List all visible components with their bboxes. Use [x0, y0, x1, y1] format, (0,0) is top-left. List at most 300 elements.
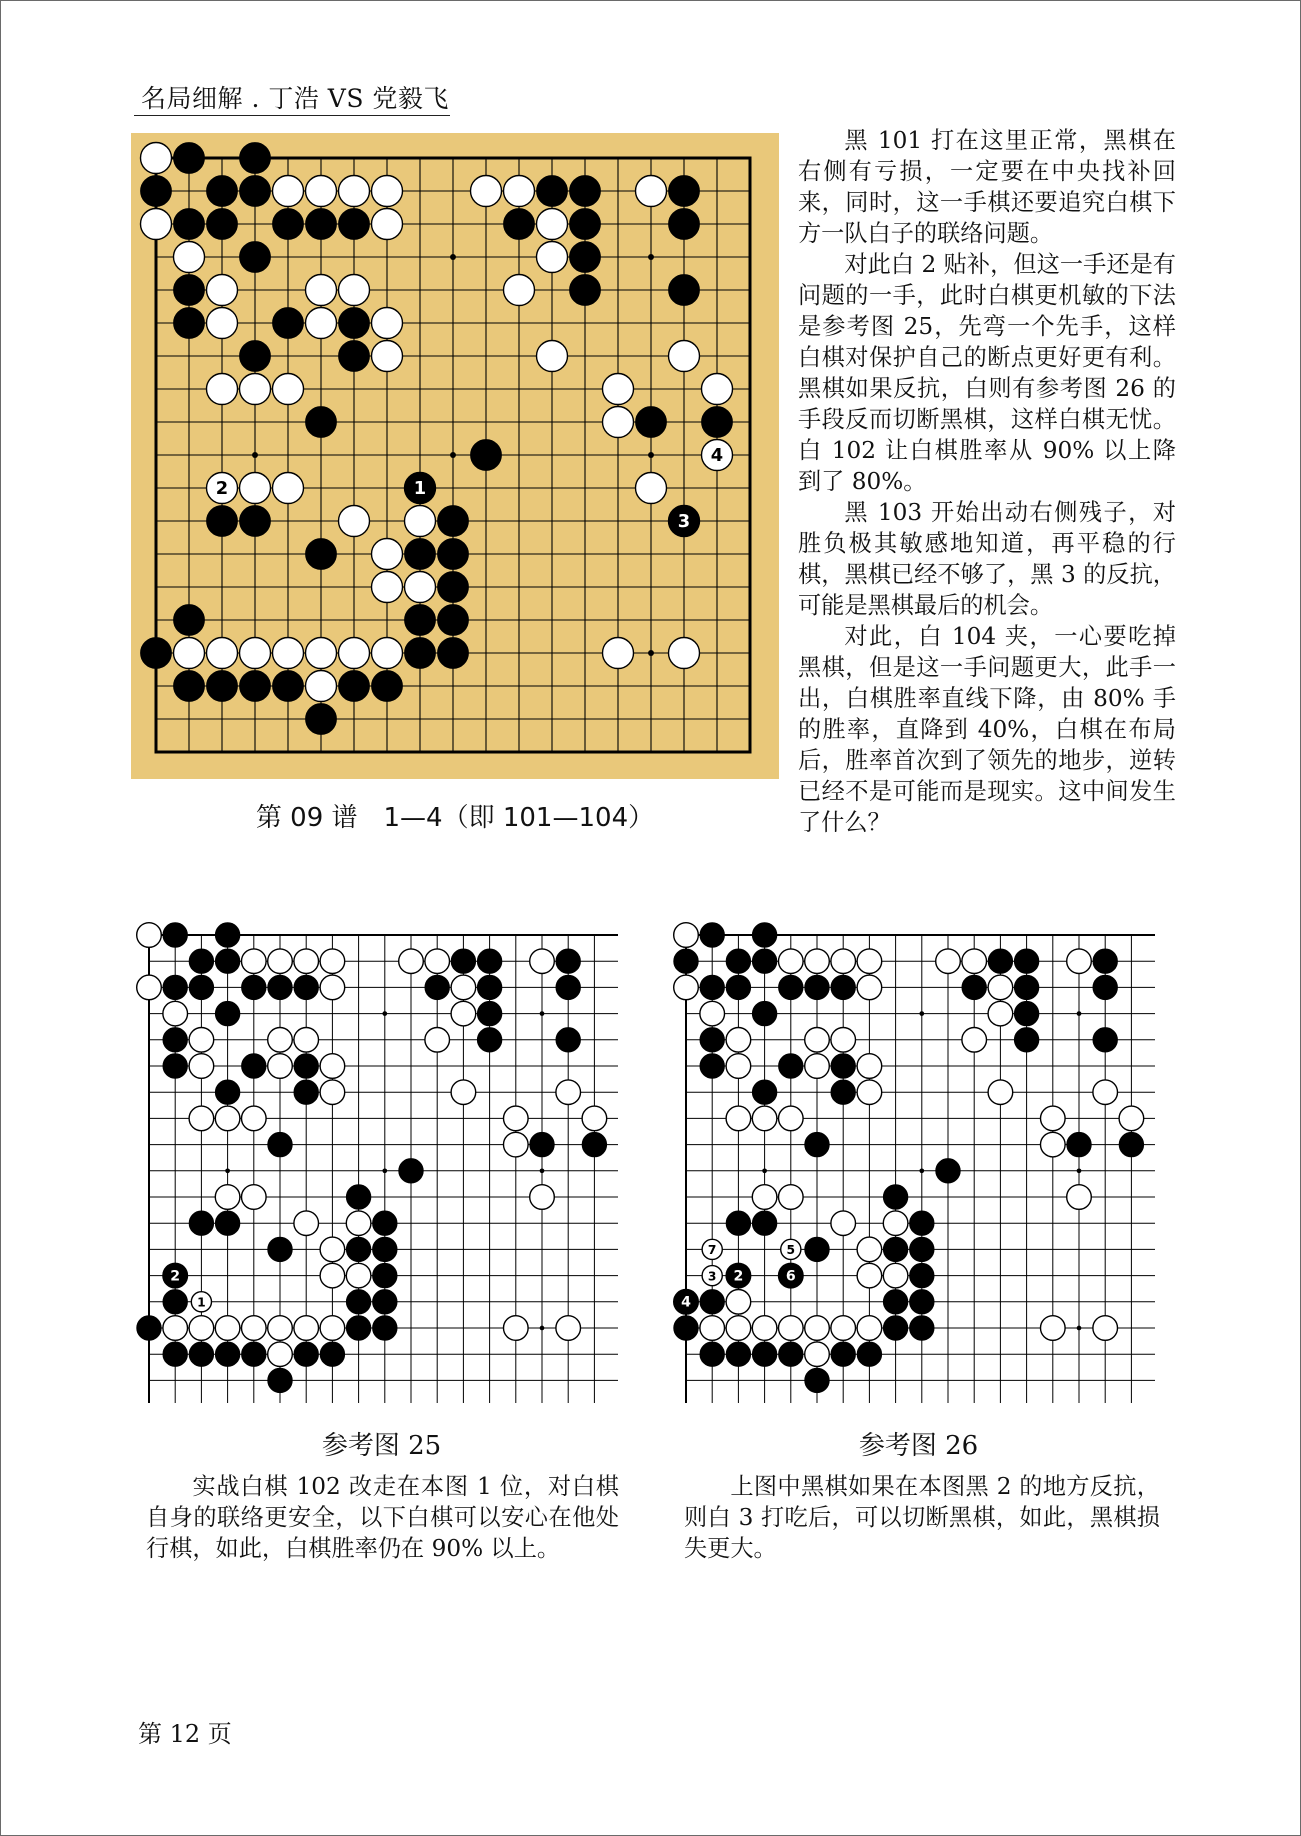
black-stone — [405, 605, 436, 636]
star-point — [648, 452, 654, 458]
black-stone — [857, 1342, 882, 1367]
star-point — [225, 1168, 230, 1173]
black-stone — [779, 975, 804, 1000]
black-stone — [189, 975, 214, 1000]
white-stone — [962, 949, 987, 974]
black-stone — [215, 1080, 240, 1105]
white-stone — [372, 176, 403, 207]
black-stone — [883, 1316, 908, 1341]
white-stone — [273, 176, 304, 207]
white-stone — [339, 638, 370, 669]
star-point — [1077, 1168, 1082, 1173]
star-point — [919, 1011, 924, 1016]
black-stone — [530, 1132, 555, 1157]
white-stone — [603, 407, 634, 438]
white-stone — [189, 1054, 214, 1079]
black-stone — [215, 923, 240, 948]
white-stone — [883, 1263, 908, 1288]
black-stone — [700, 1028, 725, 1053]
white-stone — [306, 308, 337, 339]
white-stone — [215, 1316, 240, 1341]
black-stone — [320, 1342, 345, 1367]
white-stone — [372, 308, 403, 339]
white-stone — [405, 506, 436, 537]
white-stone — [320, 1080, 345, 1105]
reference-25-paragraph: 实战白棋 102 改走在本图 1 位，对白棋自身的联络更安全，以下白棋可以安心在他处行棋，如此，白棋胜率仍在 90% 以上。 — [146, 1473, 619, 1562]
black-stone — [636, 407, 667, 438]
black-stone — [674, 1316, 699, 1341]
black-stone — [700, 1290, 725, 1315]
white-stone — [346, 1263, 371, 1288]
black-stone — [215, 1001, 240, 1026]
black-stone — [477, 975, 502, 1000]
black-stone — [752, 1080, 777, 1105]
black-stone — [831, 1342, 856, 1367]
stone-number-label: 4 — [681, 1294, 691, 1311]
black-stone — [556, 975, 581, 1000]
white-stone — [405, 572, 436, 603]
black-stone — [174, 308, 205, 339]
black-stone — [1093, 949, 1118, 974]
reference-25-text — [146, 1471, 619, 1564]
black-stone — [399, 1159, 424, 1184]
black-stone — [306, 539, 337, 570]
black-stone — [438, 605, 469, 636]
white-stone — [700, 1001, 725, 1026]
star-point — [648, 650, 654, 656]
white-stone — [339, 506, 370, 537]
black-stone — [373, 1316, 398, 1341]
black-stone — [831, 1080, 856, 1105]
white-stone — [372, 638, 403, 669]
white-stone — [537, 242, 568, 273]
black-stone — [700, 1342, 725, 1367]
black-stone — [268, 1368, 293, 1393]
black-stone — [242, 1342, 267, 1367]
white-stone — [504, 275, 535, 306]
white-stone — [1041, 1106, 1066, 1131]
white-stone — [1093, 1316, 1118, 1341]
black-stone — [1067, 1132, 1092, 1157]
white-stone — [857, 1263, 882, 1288]
black-stone — [240, 671, 271, 702]
black-stone — [373, 1263, 398, 1288]
star-point — [540, 1168, 545, 1173]
black-stone — [674, 949, 699, 974]
black-stone — [883, 1237, 908, 1262]
black-stone — [438, 506, 469, 537]
white-stone — [805, 949, 830, 974]
white-stone — [1067, 1185, 1092, 1210]
white-stone — [831, 1028, 856, 1053]
black-stone — [207, 506, 238, 537]
white-stone — [504, 1132, 529, 1157]
white-stone — [504, 176, 535, 207]
stone-number-label: 2 — [215, 477, 229, 499]
black-stone — [451, 949, 476, 974]
white-stone — [294, 1211, 319, 1236]
white-stone — [504, 1316, 529, 1341]
white-stone — [320, 1237, 345, 1262]
black-stone — [268, 1237, 293, 1262]
white-stone — [268, 1342, 293, 1367]
black-stone — [805, 1237, 830, 1262]
black-stone — [700, 1054, 725, 1079]
white-stone — [726, 1028, 751, 1053]
black-stone — [537, 176, 568, 207]
white-stone — [306, 671, 337, 702]
black-stone — [294, 1054, 319, 1079]
white-stone — [988, 975, 1013, 1000]
white-stone — [669, 341, 700, 372]
white-stone — [207, 308, 238, 339]
white-stone — [857, 1237, 882, 1262]
black-stone — [242, 975, 267, 1000]
black-stone — [669, 275, 700, 306]
white-stone — [471, 176, 502, 207]
black-stone — [273, 209, 304, 240]
white-stone — [242, 949, 267, 974]
black-stone — [163, 975, 188, 1000]
white-stone — [530, 949, 555, 974]
stone-number-label: 2 — [170, 1268, 181, 1285]
black-stone — [582, 1132, 607, 1157]
white-stone — [137, 975, 162, 1000]
star-point — [540, 1326, 545, 1331]
black-stone — [477, 949, 502, 974]
black-stone — [240, 176, 271, 207]
white-stone — [805, 1316, 830, 1341]
black-stone — [910, 1290, 935, 1315]
black-stone — [240, 143, 271, 174]
black-stone — [174, 605, 205, 636]
star-point — [919, 1168, 924, 1173]
commentary-paragraph: 对此，白 104 夹，一心要吃掉黑棋，但是这一手问题更大，此手一出，白棋胜率直线下降，由 80% 手的胜率，直降到 40%，白棋在布局后，胜率首次到了领先的地步，逆转已经不是可能而是现实。这中间发生了什么？ — [798, 623, 1176, 836]
reference-board-25 — [133, 921, 618, 1403]
black-stone — [752, 1342, 777, 1367]
black-stone — [242, 1054, 267, 1079]
white-stone — [294, 1316, 319, 1341]
white-stone — [372, 539, 403, 570]
black-stone — [163, 1290, 188, 1315]
black-stone — [438, 638, 469, 669]
white-stone — [857, 1080, 882, 1105]
black-stone — [669, 209, 700, 240]
black-stone — [805, 975, 830, 1000]
black-stone — [189, 1211, 214, 1236]
star-point — [762, 1168, 767, 1173]
white-stone — [137, 923, 162, 948]
white-stone — [207, 374, 238, 405]
black-stone — [373, 1211, 398, 1236]
black-stone — [207, 176, 238, 207]
white-stone — [674, 923, 699, 948]
main-diagram-caption: 第 09 谱 1—4（即 101—104） — [255, 803, 655, 833]
black-stone — [240, 506, 271, 537]
black-stone — [1014, 1028, 1039, 1053]
white-stone — [372, 209, 403, 240]
commentary-text — [798, 125, 1176, 838]
white-stone — [603, 638, 634, 669]
white-stone — [779, 949, 804, 974]
black-stone — [752, 1211, 777, 1236]
white-stone — [242, 1185, 267, 1210]
white-stone — [320, 949, 345, 974]
white-stone — [1041, 1132, 1066, 1157]
white-stone — [372, 341, 403, 372]
star-point — [252, 452, 258, 458]
white-stone — [530, 1185, 555, 1210]
reference-26-caption: 参考图 26 — [858, 1431, 979, 1461]
white-stone — [752, 1106, 777, 1131]
black-stone — [141, 638, 172, 669]
main-go-board — [131, 133, 779, 779]
reference-26-paragraph: 上图中黑棋如果在本图黑 2 的地方反抗，则白 3 打吃后，可以切断黑棋，如此，黑棋损失更大。 — [684, 1473, 1160, 1562]
white-stone — [141, 209, 172, 240]
white-stone — [320, 1054, 345, 1079]
white-stone — [857, 949, 882, 974]
white-stone — [240, 638, 271, 669]
white-stone — [1041, 1316, 1066, 1341]
black-stone — [339, 308, 370, 339]
white-stone — [451, 975, 476, 1000]
star-point — [450, 254, 456, 260]
black-stone — [726, 1211, 751, 1236]
black-stone — [805, 1132, 830, 1157]
white-stone — [346, 1211, 371, 1236]
white-stone — [273, 638, 304, 669]
white-stone — [215, 1185, 240, 1210]
white-stone — [805, 1054, 830, 1079]
black-stone — [779, 1054, 804, 1079]
white-stone — [320, 1263, 345, 1288]
white-stone — [1067, 949, 1092, 974]
black-stone — [163, 1342, 188, 1367]
white-stone — [189, 1316, 214, 1341]
black-stone — [425, 975, 450, 1000]
white-stone — [805, 1028, 830, 1053]
black-stone — [306, 209, 337, 240]
white-stone — [268, 1316, 293, 1341]
black-stone — [477, 1001, 502, 1026]
black-stone — [174, 143, 205, 174]
white-stone — [1093, 1080, 1118, 1105]
white-stone — [726, 1106, 751, 1131]
black-stone — [339, 671, 370, 702]
white-stone — [174, 242, 205, 273]
white-stone — [242, 1106, 267, 1131]
star-point — [648, 254, 654, 260]
black-stone — [174, 209, 205, 240]
black-stone — [570, 275, 601, 306]
white-stone — [306, 638, 337, 669]
white-stone — [294, 949, 319, 974]
black-stone — [1014, 949, 1039, 974]
black-stone — [700, 923, 725, 948]
white-stone — [399, 949, 424, 974]
black-stone — [137, 1316, 162, 1341]
white-stone — [451, 1080, 476, 1105]
black-stone — [504, 209, 535, 240]
reference-board-26 — [670, 921, 1155, 1403]
black-stone — [570, 242, 601, 273]
black-stone — [726, 1342, 751, 1367]
white-stone — [582, 1106, 607, 1131]
black-stone — [831, 975, 856, 1000]
black-stone — [570, 176, 601, 207]
white-stone — [779, 1185, 804, 1210]
black-stone — [831, 1054, 856, 1079]
commentary-paragraph: 黑 101 打在这里正常，黑棋在右侧有亏损，一定要在中央找补回来，同时，这一手棋还要追究白棋下方一队白子的联络问题。 — [798, 127, 1176, 247]
white-stone — [726, 1316, 751, 1341]
stone-number-label: 7 — [707, 1243, 717, 1258]
black-stone — [752, 1001, 777, 1026]
white-stone — [857, 1316, 882, 1341]
black-stone — [1014, 1001, 1039, 1026]
white-stone — [320, 1316, 345, 1341]
black-stone — [273, 671, 304, 702]
black-stone — [405, 638, 436, 669]
black-stone — [273, 308, 304, 339]
white-stone — [425, 1028, 450, 1053]
star-point — [450, 452, 456, 458]
black-stone — [372, 671, 403, 702]
black-stone — [910, 1237, 935, 1262]
white-stone — [537, 209, 568, 240]
stone-number-label: 4 — [710, 444, 724, 466]
white-stone — [306, 275, 337, 306]
stone-number-label: 3 — [677, 510, 691, 532]
black-stone — [215, 1342, 240, 1367]
white-stone — [339, 275, 370, 306]
white-stone — [726, 1054, 751, 1079]
white-stone — [636, 473, 667, 504]
star-point — [540, 1011, 545, 1016]
black-stone — [294, 1342, 319, 1367]
black-stone — [405, 539, 436, 570]
black-stone — [1093, 1028, 1118, 1053]
white-stone — [189, 1028, 214, 1053]
black-stone — [556, 949, 581, 974]
page-number: 第 12 页 — [138, 1720, 232, 1748]
white-stone — [207, 275, 238, 306]
white-stone — [857, 1054, 882, 1079]
stone-number-label: 1 — [413, 477, 427, 499]
black-stone — [215, 1211, 240, 1236]
black-stone — [702, 407, 733, 438]
white-stone — [240, 473, 271, 504]
white-stone — [669, 638, 700, 669]
white-stone — [320, 975, 345, 1000]
page-header: 名局细解 . 丁浩 VS 党毅飞 — [141, 84, 449, 113]
white-stone — [141, 143, 172, 174]
black-stone — [1119, 1132, 1144, 1157]
black-stone — [805, 1368, 830, 1393]
black-stone — [306, 704, 337, 735]
white-stone — [779, 1106, 804, 1131]
black-stone — [936, 1159, 961, 1184]
black-stone — [174, 671, 205, 702]
black-stone — [306, 407, 337, 438]
white-stone — [988, 1080, 1013, 1105]
black-stone — [962, 975, 987, 1000]
white-stone — [556, 1316, 581, 1341]
black-stone — [752, 923, 777, 948]
white-stone — [831, 1316, 856, 1341]
black-stone — [373, 1290, 398, 1315]
white-stone — [779, 1316, 804, 1341]
stone-number-label: 5 — [786, 1243, 796, 1258]
star-point — [382, 1168, 387, 1173]
black-stone — [883, 1185, 908, 1210]
white-stone — [268, 1054, 293, 1079]
black-stone — [240, 242, 271, 273]
black-stone — [1014, 975, 1039, 1000]
black-stone — [174, 275, 205, 306]
white-stone — [504, 1106, 529, 1131]
white-stone — [752, 1185, 777, 1210]
white-stone — [174, 638, 205, 669]
black-stone — [438, 572, 469, 603]
white-stone — [294, 1028, 319, 1053]
black-stone — [189, 1342, 214, 1367]
black-stone — [779, 1342, 804, 1367]
white-stone — [163, 1001, 188, 1026]
white-stone — [372, 572, 403, 603]
black-stone — [346, 1316, 371, 1341]
black-stone — [910, 1211, 935, 1236]
commentary-paragraph: 对此白 2 贴补，但这一手还是有问题的一手，此时白棋更机敏的下法是参考图 25，先弯一个先手，这样白棋对保护自己的断点更好更有利。黑棋如果反抗，白则有参考图 26 的手段反而切断黑棋，这样白棋无忧。白 102 让白棋胜率从 90% 以上降到了 80%。 — [798, 251, 1176, 495]
black-stone — [207, 209, 238, 240]
white-stone — [752, 1316, 777, 1341]
reference-26-text — [684, 1471, 1160, 1564]
black-stone — [700, 975, 725, 1000]
white-stone — [268, 1028, 293, 1053]
black-stone — [570, 209, 601, 240]
white-stone — [273, 374, 304, 405]
white-stone — [702, 374, 733, 405]
white-stone — [215, 1106, 240, 1131]
black-stone — [141, 176, 172, 207]
black-stone — [163, 1028, 188, 1053]
black-stone — [346, 1237, 371, 1262]
star-point — [382, 1011, 387, 1016]
white-stone — [268, 949, 293, 974]
black-stone — [339, 341, 370, 372]
black-stone — [268, 975, 293, 1000]
white-stone — [556, 1080, 581, 1105]
white-stone — [726, 1290, 751, 1315]
white-stone — [962, 1028, 987, 1053]
white-stone — [242, 1316, 267, 1341]
white-stone — [273, 473, 304, 504]
black-stone — [556, 1028, 581, 1053]
black-stone — [988, 949, 1013, 974]
stone-number-label: 2 — [733, 1268, 744, 1285]
star-point — [1077, 1326, 1082, 1331]
black-stone — [294, 975, 319, 1000]
white-stone — [636, 176, 667, 207]
black-stone — [373, 1237, 398, 1262]
stone-number-label: 6 — [785, 1268, 796, 1285]
white-stone — [700, 1316, 725, 1341]
black-stone — [163, 923, 188, 948]
white-stone — [163, 1316, 188, 1341]
black-stone — [189, 949, 214, 974]
white-stone — [936, 949, 961, 974]
reference-25-caption: 参考图 25 — [321, 1431, 442, 1461]
black-stone — [438, 539, 469, 570]
